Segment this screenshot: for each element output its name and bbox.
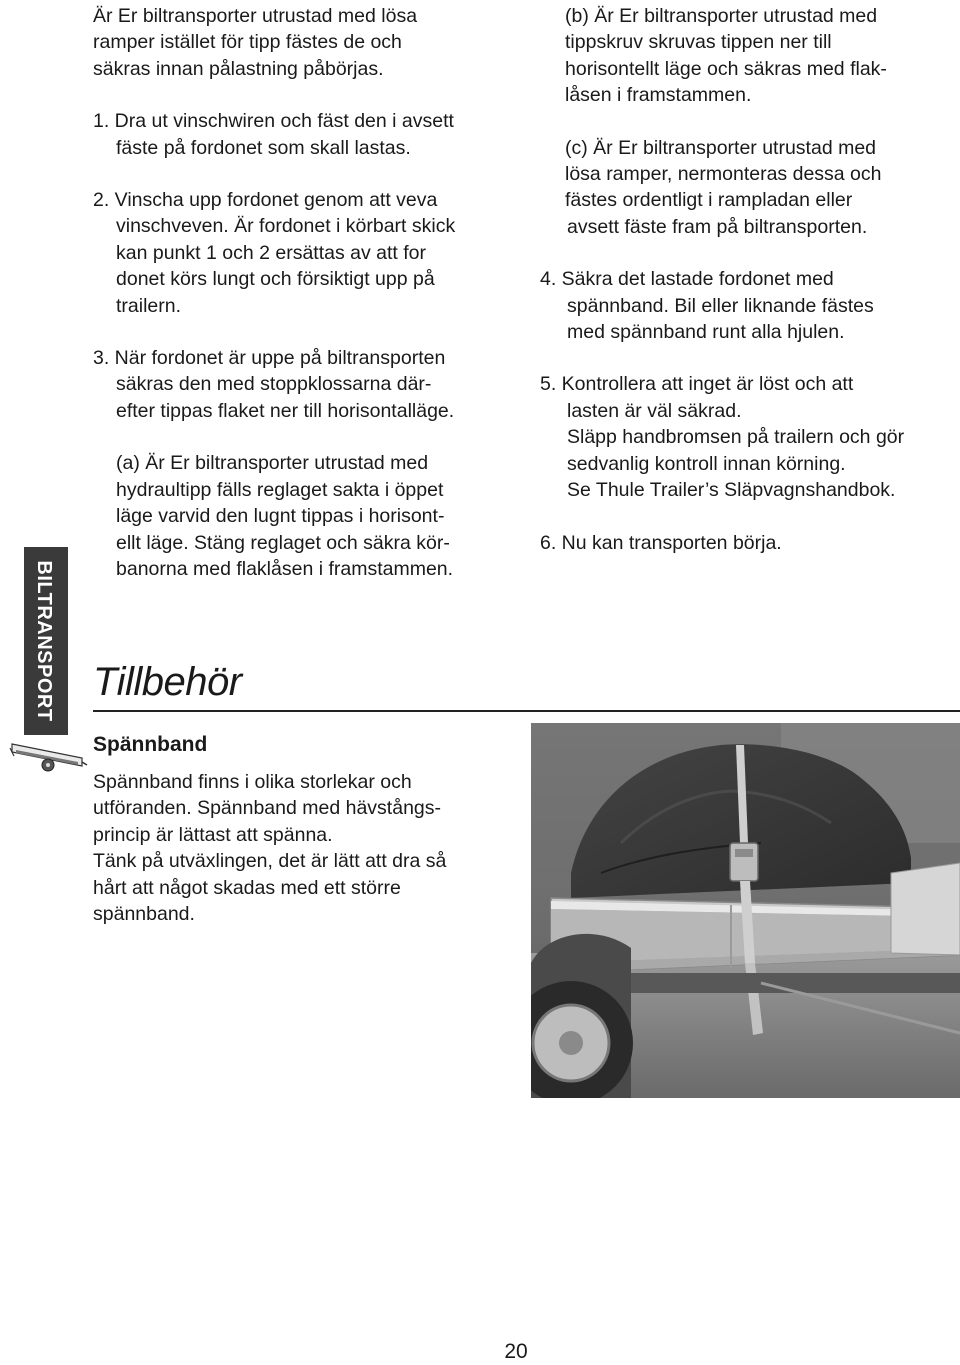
note-b-line: låsen i framstammen. [565, 84, 752, 107]
note-a-line: läge varvid den lugnt tippas i horisont- [116, 505, 445, 528]
step-5-line: sedvanlig kontroll innan körning. [567, 452, 846, 475]
step-2-line: vinschveven. Är fordonet i körbart skick [116, 215, 456, 238]
step-5-line: Släpp handbromsen på trailern och gör [567, 426, 905, 449]
intro-line: Är Er biltransporter utrustad med lösa [93, 5, 418, 27]
step-3-line: efter tippas flaket ner till horisontalläge. [116, 399, 455, 422]
note-a-line: banorna med flaklåsen i framstammen. [116, 557, 454, 580]
spannband-line: Tänk på utväxlingen, det är lätt att dra så [93, 850, 447, 873]
step-3-line: säkras den med stoppklossarna där- [116, 373, 432, 396]
note-a-line: hydraultipp fälls reglaget sakta i öppet [116, 478, 444, 501]
spannband-text [93, 769, 446, 927]
note-b-line: tippskruv skruvas tippen ner till [565, 31, 832, 54]
step-5-line: lasten är väl säkrad. [567, 399, 742, 422]
spannband-line: Spännband finns i olika storlekar och [93, 771, 412, 793]
note-b-line: (b) Är Er biltransporter utrustad med [565, 5, 878, 27]
step-1-line: 1. Dra ut vinschwiren och fäst den i avsett [93, 110, 454, 133]
trailer-strap-photo [531, 723, 960, 1098]
trailer-icon [8, 738, 88, 778]
step-4-line: 4. Säkra det lastade fordonet med [540, 268, 834, 291]
subsection-title: Spännband [93, 733, 208, 756]
spannband-line: spännband. [93, 903, 195, 926]
spannband-line: hårt att något skadas med ett större [93, 876, 401, 899]
step-2-line: donet körs lungt och försiktigt upp på [116, 268, 435, 291]
step-1-line: fäste på fordonet som skall lastas. [116, 136, 411, 159]
note-b-line: horisontellt läge och säkras med flak- [565, 57, 887, 80]
section-title: Tillbehör [93, 660, 242, 704]
note-c-line: lösa ramper, nermonteras dessa och [565, 163, 882, 186]
intro-line: ramper istället för tipp fästes de och [93, 31, 402, 54]
side-tab-label: BILTRANSPORT [33, 560, 55, 722]
note-c-line: (c) Är Er biltransporter utrustad med [565, 136, 877, 159]
right-column [540, 3, 904, 556]
step-2-line: kan punkt 1 och 2 ersättas av att for [116, 241, 427, 264]
left-column [93, 3, 455, 582]
step-6-line: 6. Nu kan transporten börja. [540, 531, 782, 554]
note-c-line: fästes ordentligt i rampladan eller [565, 189, 853, 212]
step-4-line: med spännband runt alla hjulen. [567, 321, 845, 344]
page-number: 20 [504, 1340, 528, 1363]
note-c-line: avsett fäste fram på biltransporten. [567, 215, 868, 238]
step-2-line: trailern. [116, 294, 182, 317]
step-3-line: 3. När fordonet är uppe på biltransporten [93, 347, 446, 370]
spannband-line: utföranden. Spännband med hävstångs- [93, 797, 442, 820]
intro-line: säkras innan pålastning påbörjas. [93, 57, 384, 80]
step-4-line: spännband. Bil eller liknande fästes [567, 294, 874, 317]
section-divider [93, 710, 960, 712]
step-2-line: 2. Vinscha upp fordonet genom att veva [93, 189, 438, 212]
note-a-line: ellt läge. Stäng reglaget och säkra kör- [116, 531, 450, 554]
step-5-line: Se Thule Trailer’s Släpvagnshandbok. [567, 479, 896, 502]
spannband-line: princip är lättast att spänna. [93, 823, 333, 846]
step-5-line: 5. Kontrollera att inget är löst och att [540, 373, 854, 396]
note-a-line: (a) Är Er biltransporter utrustad med [116, 452, 429, 475]
